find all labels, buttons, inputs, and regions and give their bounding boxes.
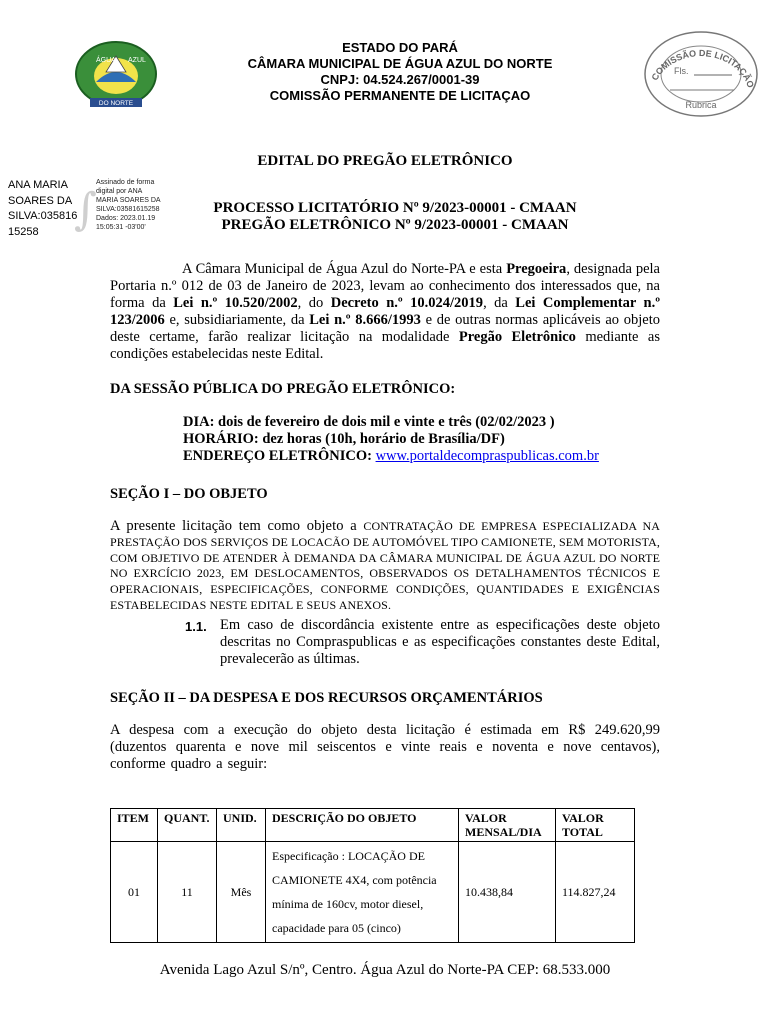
session-details (183, 414, 683, 465)
col-desc: DESCRIÇÃO DO OBJETO (266, 809, 459, 842)
page-footer: Avenida Lago Azul S/nº, Centro. Água Azul do Norte-PA CEP: 68.533.000 (159, 962, 611, 978)
cell-quant: 11 (158, 842, 217, 943)
intro-text: mediante as condições estabelecidas neste Edital. (110, 329, 660, 362)
digital-signature (8, 178, 168, 238)
intro-text: e de outras normas aplicáveis ao objeto deste certame, farão realizar licitação na modalidade (110, 312, 661, 345)
intro-paragraph (110, 261, 660, 363)
signature-watermark-icon: ∫ (74, 184, 97, 235)
signature-name (8, 178, 77, 240)
signature-detail-line: Assinado de forma (96, 179, 155, 186)
logo-text-bottom: DO NORTE (98, 100, 134, 107)
signature-detail-line: MARIA SOARES DA (96, 197, 161, 204)
desc-line: capacidade para 05 (cinco) (272, 921, 401, 935)
signature-detail-line: Dados: 2023.01.19 (96, 215, 156, 222)
signature-name-line: SOARES DA (8, 194, 73, 207)
cell-unid: Mês (217, 842, 266, 943)
intro-bold: Lei n.º 10.520/2002 (173, 295, 298, 311)
pregao-number: PREGÃO ELETRÔNICO Nº 9/2023-00001 - CMAAN (221, 217, 569, 233)
object-text-start: A presente licitação tem como objeto a (110, 518, 364, 534)
items-table (110, 808, 635, 943)
table-header-row (111, 809, 635, 842)
signature-name-line: ANA MARIA (8, 179, 68, 191)
table-row (111, 842, 635, 943)
process-number: PROCESSO LICITATÓRIO Nº 9/2023-00001 - CMAAN (213, 200, 577, 216)
section-1-heading: SEÇÃO I – DO OBJETO (110, 486, 268, 502)
expense-paragraph: A despesa com a execução do objeto desta licitação é estimada em R$ 249.620,99 (duzentos quarenta e nove mil seiscentos e vinte reais e noventa e nove centavos), conforme quadro a seguir: (110, 722, 660, 772)
logo-text-right: AZUL (128, 57, 146, 64)
stamp-rubrica: Rubrica (685, 100, 717, 110)
col-mensal: VALOR MENSAL/DIA (459, 809, 556, 842)
signature-detail-line: digital por ANA (96, 188, 143, 195)
signature-detail-line: SILVA:03581615258 (96, 206, 160, 213)
header-cnpj: CNPJ: 04.524.267/0001-39 (320, 72, 480, 87)
item-number: 1.1. (185, 619, 207, 634)
header-chamber: CÂMARA MUNICIPAL DE ÁGUA AZUL DO NORTE (247, 56, 553, 71)
signature-details (96, 178, 161, 232)
session-heading: DA SESSÃO PÚBLICA DO PREGÃO ELETRÔNICO: (110, 381, 456, 397)
portal-link[interactable]: www.portaldecompraspublicas.com.br (375, 448, 599, 464)
desc-line: mínima de 160cv, motor diesel, (272, 897, 424, 911)
session-date: DIA: dois de fevereiro de dois mil e vinte e três (02/02/2023 ) (183, 414, 555, 430)
intro-text: e, subsidiariamente, da (164, 312, 310, 328)
header-commission: COMISSÃO PERMANENTE DE LICITAÇAO (269, 88, 531, 103)
cell-total: 114.827,24 (556, 842, 635, 943)
session-address-label: ENDEREÇO ELETRÔNICO: (183, 448, 376, 464)
intro-bold: Lei n.º 8.666/1993 (309, 312, 421, 328)
object-paragraph (110, 519, 660, 614)
intro-bold: Decreto n.º 10.024/2019 (330, 295, 484, 311)
col-total: VALOR TOTAL (556, 809, 635, 842)
col-quant: QUANT. (158, 809, 217, 842)
stamp-fls: Fls. (674, 66, 689, 76)
object-text-caps: CONTRATAÇÃO DE EMPRESA ESPECIALIZADA NA PRESTAÇÃO DOS SERVIÇOS DE LOCACÃO DE AUTOMÓVEL TIPO CAMIONETE, SEM MOTORISTA, COM OBJETIVO DE ATENDER À DEMANDA DA CÂMARA MUNICIPAL DE ÁGUA AZUL DO NORTE NO EXRCÍCIO 2023, EM DESLOCAMENTOS, OBSERVADOS OS DETALHAMENTOS TÉCNICOS E OPERACIONAIS, ESPECIFICAÇÕES, CONFORME CONDIÇÕES, QUANTIDADES E EXIGÊNCIAS ESTABELECIDAS NESTE EDITAL E SEUS ANEXOS. (110, 519, 660, 612)
intro-text: , designada pela Portaria n.º 012 de 03 de Janeiro de 2023, levam ao conhecimento dos interessados que, na forma da (110, 261, 660, 311)
intro-text: , do (297, 295, 331, 311)
desc-line: Especificação : LOCAÇÃO DE (272, 849, 425, 863)
session-time: HORÁRIO: dez horas (10h, horário de Brasília/DF) (183, 431, 505, 447)
intro-bold: Lei Complementar n.º 123/2006 (110, 295, 660, 328)
cell-mensal: 10.438,84 (459, 842, 556, 943)
document-header (150, 40, 650, 104)
stamp-ring-text: COMISSÃO DE LICITAÇÃO (649, 48, 756, 90)
intro-bold: Pregoeira (506, 261, 567, 277)
signature-name-line: SILVA:035816 (8, 210, 78, 222)
document-title: EDITAL DO PREGÃO ELETRÔNICO (257, 153, 513, 169)
cell-item: 01 (111, 842, 158, 943)
desc-line: CAMIONETE 4X4, com potência (272, 873, 437, 887)
process-info (170, 200, 620, 234)
intro-text: A Câmara Municipal de Água Azul do Norte-PA e esta (182, 261, 507, 277)
signature-detail-line: 15:05:31 -03'00' (96, 224, 146, 231)
svg-text:COMISSÃO DE LICITAÇÃO (649, 48, 755, 89)
intro-bold: Pregão Eletrônico (458, 329, 576, 345)
session-address (183, 448, 683, 465)
col-item: ITEM (111, 809, 158, 842)
item-text: Em caso de discordância existente entre as especificações deste objeto descritas no Compraspublicas e as especificações constantes deste Edital, prevalecerão as últimas. (220, 617, 660, 667)
commission-stamp (640, 28, 762, 118)
intro-text: , da (483, 295, 516, 311)
col-unid: UNID. (217, 809, 266, 842)
header-state: ESTADO DO PARÁ (342, 40, 458, 55)
logo-text-top: ÁGUA (96, 57, 116, 64)
signature-name-line: 15258 (8, 225, 39, 238)
section-2-heading: SEÇÃO II – DA DESPESA E DOS RECURSOS ORÇAMENTÁRIOS (110, 690, 543, 706)
cell-desc (266, 842, 459, 943)
